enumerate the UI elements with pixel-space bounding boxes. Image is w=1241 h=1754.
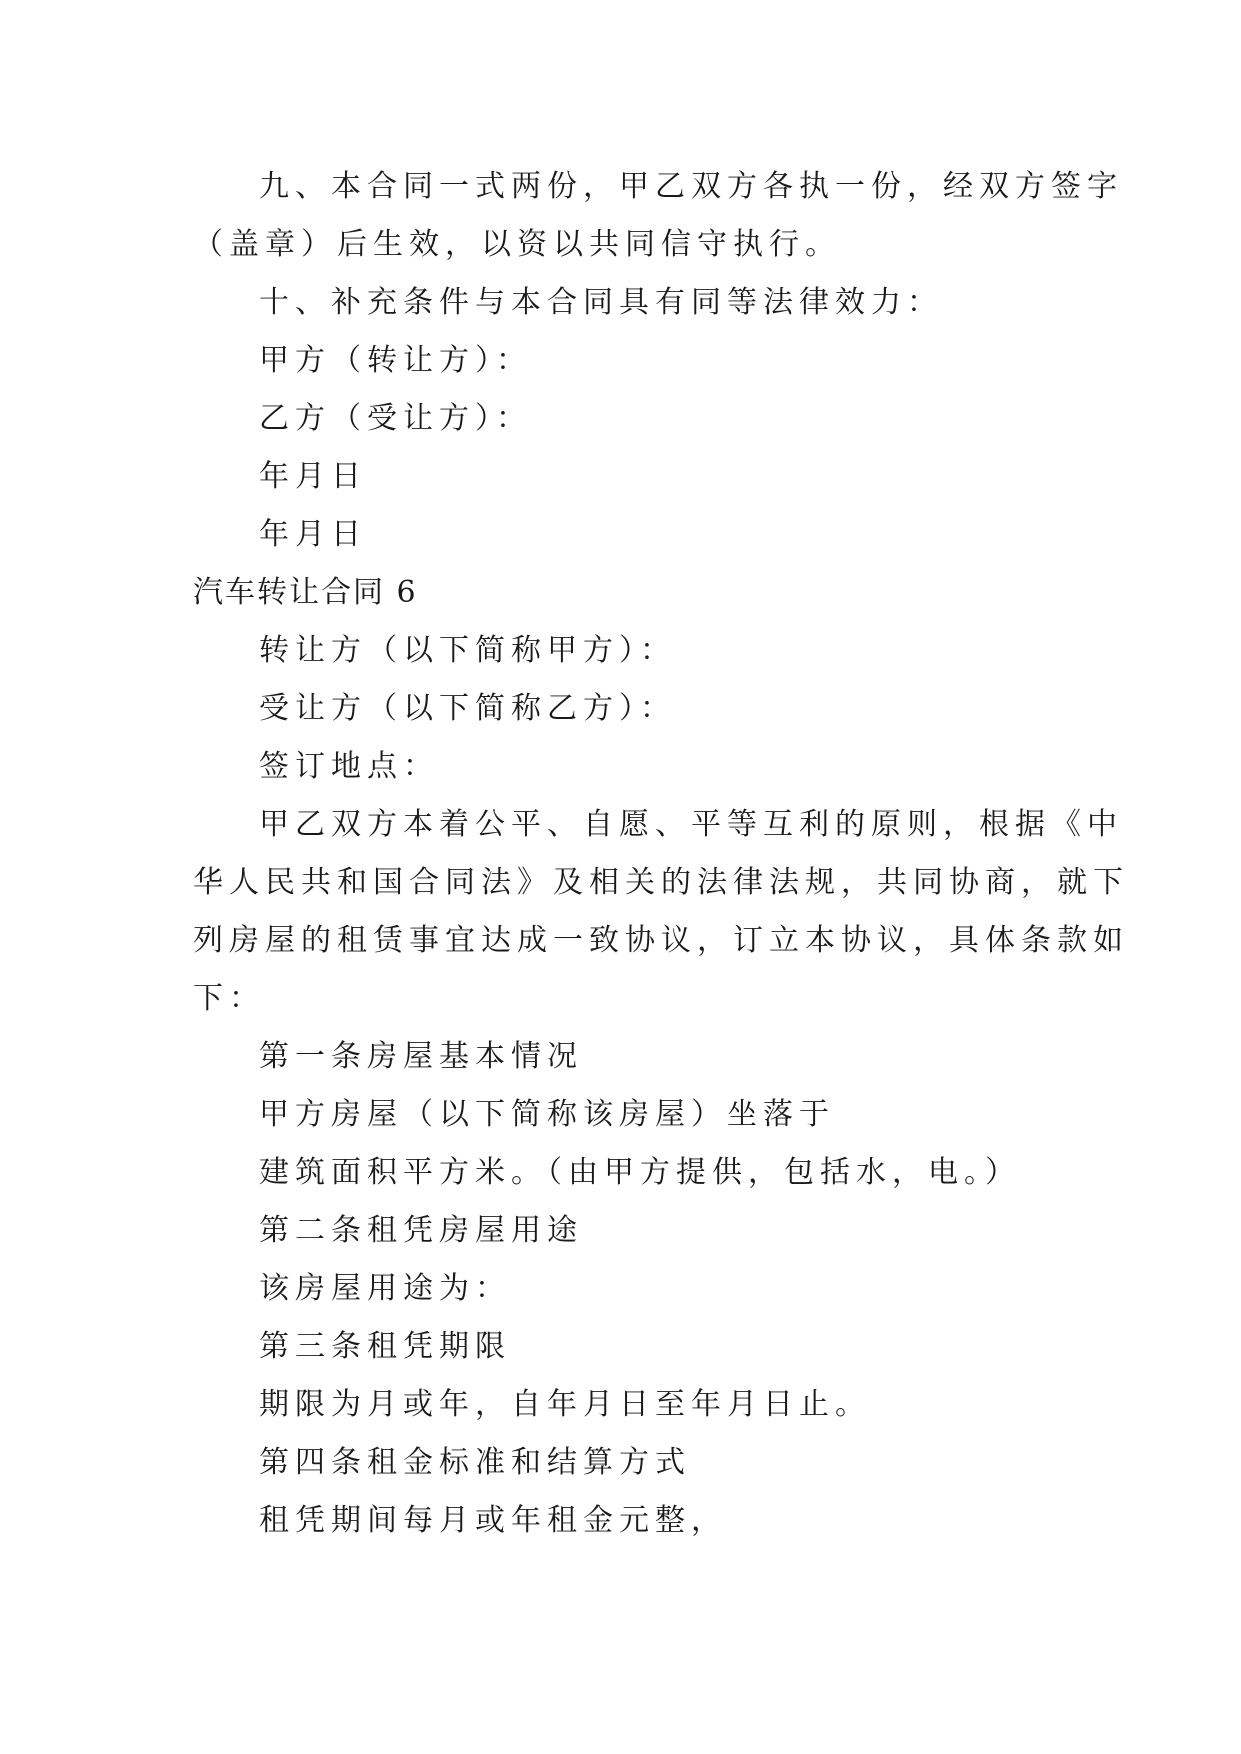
date-line-a: 年月日 (259, 459, 367, 494)
document-body (193, 158, 1129, 1550)
preamble-line-2: 华人民共和国合同法》及相关的法律法规，共同协商，就下 (193, 865, 1129, 900)
article-one-location: 甲方房屋（以下简称该房屋）坐落于 (259, 1097, 835, 1132)
preamble-line-1: 甲乙双方本着公平、自愿、平等互利的原则，根据《中 (259, 807, 1123, 842)
article-one-heading: 第一条房屋基本情况 (259, 1039, 583, 1074)
transferor-line: 转让方（以下简称甲方）： (259, 633, 676, 668)
contract-title: 汽车转让合同 6 (193, 575, 418, 610)
article-two-heading: 第二条租凭房屋用途 (259, 1213, 583, 1248)
article-four-rent: 租凭期间每月或年租金元整， (259, 1503, 727, 1538)
party-a-signature: 甲方（转让方）： (259, 343, 532, 378)
clause-nine-line-1: 九、本合同一式两份，甲乙双方各执一份，经双方签字 (259, 169, 1123, 204)
article-three-term: 期限为月或年，自年月日至年月日止。 (259, 1387, 871, 1422)
signing-place-line: 签订地点： (259, 749, 439, 784)
clause-ten: 十、补充条件与本合同具有同等法律效力： (259, 285, 943, 320)
article-three-heading: 第三条租凭期限 (259, 1329, 511, 1364)
transferee-line: 受让方（以下简称乙方）： (259, 691, 676, 726)
article-two-purpose: 该房屋用途为： (259, 1271, 511, 1306)
preamble-line-4: 下： (193, 981, 265, 1016)
party-b-signature: 乙方（受让方）： (259, 401, 532, 436)
date-line-b: 年月日 (259, 517, 367, 552)
clause-nine-line-2: （盖章）后生效，以资以共同信守执行。 (193, 227, 841, 262)
article-one-area: 建筑面积平方米。（由甲方提供，包括水，电。） (259, 1155, 1021, 1190)
article-four-heading: 第四条租金标准和结算方式 (259, 1445, 691, 1480)
preamble-line-3: 列房屋的租赁事宜达成一致协议，订立本协议，具体条款如 (193, 923, 1129, 958)
